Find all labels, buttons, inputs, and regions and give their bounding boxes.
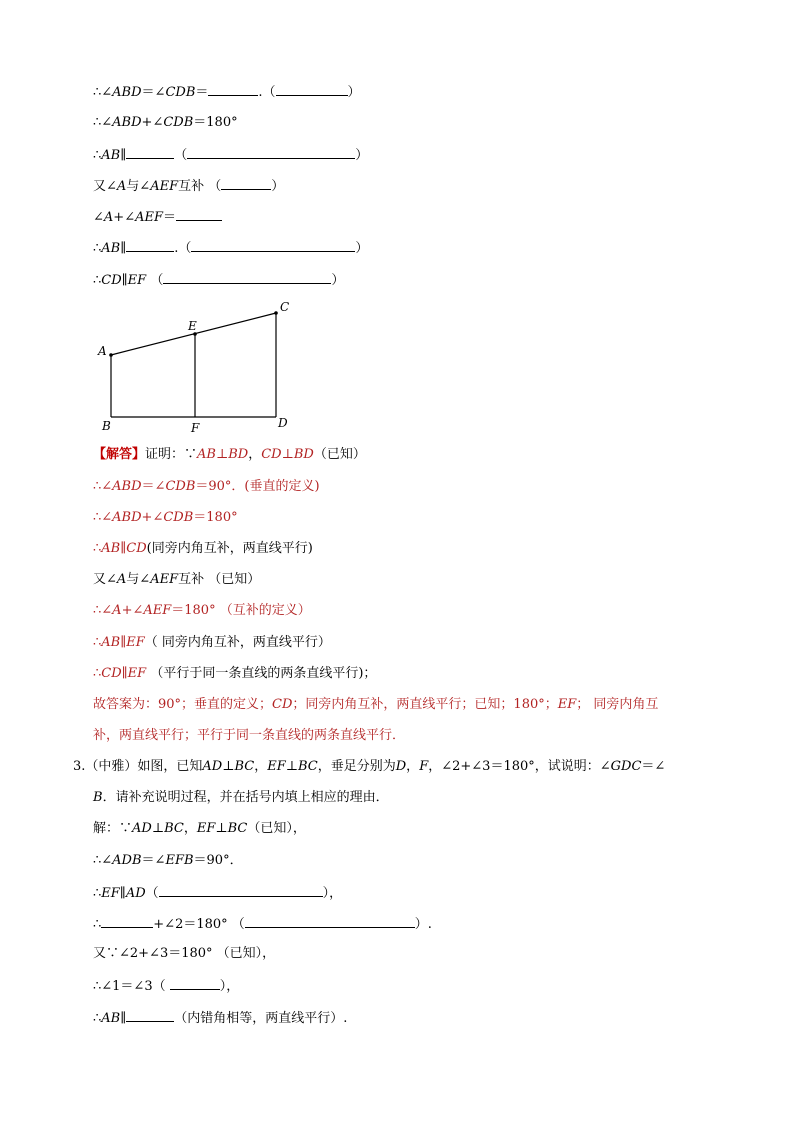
answer-line-4: ∴AB∥CD(同旁内角互补，两直线平行) (93, 541, 313, 556)
answer-blank[interactable] (126, 1008, 174, 1022)
given-line-3: ∴AB∥ （ ） (93, 145, 368, 165)
answer-line-6: ∴∠A+∠AEF＝180° （互补的定义） (93, 603, 311, 618)
reason-blank[interactable] (221, 176, 271, 190)
question-3-line-9: ∴AB∥ （内错角相等，两直线平行）. (93, 1008, 347, 1028)
reason-blank[interactable] (187, 145, 355, 159)
reason-blank[interactable] (170, 976, 220, 990)
answer-line-3: ∴∠ABD+∠CDB＝180° (93, 510, 238, 525)
answer-blank[interactable] (126, 145, 174, 159)
point-c (274, 311, 278, 315)
label-f: F (191, 421, 200, 435)
label-d: D (278, 416, 288, 430)
label-e: E (188, 319, 197, 333)
reason-blank[interactable] (163, 270, 331, 284)
answer-blank[interactable] (208, 82, 258, 96)
reason-blank[interactable] (245, 914, 415, 928)
reason-blank[interactable] (276, 82, 348, 96)
answer-blank[interactable] (176, 207, 222, 221)
question-3-line-8: ∴∠1＝∠3（ ）， (93, 976, 239, 996)
geometry-figure (90, 296, 310, 436)
question-3-line-2: B．请补充说明过程，并在括号内填上相应的理由． (93, 790, 389, 805)
given-line-6: ∴AB∥ .（ ） (93, 238, 368, 258)
question-3-line-7: 又∵∠2+∠3＝180° （已知）， (93, 946, 276, 961)
reason-blank[interactable] (191, 238, 355, 252)
label-c: C (280, 300, 290, 314)
given-line-1: ∴∠ABD＝∠CDB＝ .（ ） (93, 82, 361, 102)
answer-line-8: ∴CD∥EF （平行于同一条直线的两条直线平行)； (93, 666, 377, 681)
answer-line-2: ∴∠ABD＝∠CDB＝90°．(垂直的定义) (93, 479, 320, 494)
label-a: A (98, 344, 107, 358)
answer-line-7: ∴AB∥EF（ 同旁内角互补，两直线平行） (93, 635, 331, 650)
reason-blank[interactable] (159, 883, 323, 897)
label-b: B (102, 419, 111, 433)
given-line-4: 又∠A与∠AEF互补 （ ） (93, 176, 284, 196)
answer-line-1: 【解答】证明：∵AB⊥BD，CD⊥BD（已知） (93, 447, 366, 462)
answer-line-5: 又∠A与∠AEF互补 （已知） (93, 572, 261, 587)
answer-summary-line-1: 故答案为：90°；垂直的定义；CD；同旁内角互补，两直线平行；已知；180°；EF； 同旁内角互 (93, 697, 659, 712)
question-3-line-3: 解：∵AD⊥BC，EF⊥BC（已知）， (93, 821, 306, 836)
given-line-7: ∴CD∥EF （ ） (93, 270, 344, 290)
given-line-2: ∴∠ABD+∠CDB＝180° (93, 115, 238, 130)
answer-blank[interactable] (101, 914, 153, 928)
answer-blank[interactable] (126, 238, 174, 252)
answer-summary-line-2: 补，两直线平行；平行于同一条直线的两条直线平行． (93, 728, 406, 743)
point-a (109, 353, 113, 357)
question-3-line-4: ∴∠ADB＝∠EFB＝90°． (93, 853, 243, 868)
question-3-line-1: 3.（中雅）如图，已知AD⊥BC，EF⊥BC，垂足分别为D，F，∠2+∠3＝180°，试说明：∠GDC＝∠ (73, 759, 666, 774)
given-line-5: ∠A+∠AEF＝ (93, 207, 222, 227)
question-3-line-5: ∴EF∥AD（ ）， (93, 883, 342, 903)
question-3-line-6: ∴ +∠2＝180° （ ）. (93, 914, 432, 934)
